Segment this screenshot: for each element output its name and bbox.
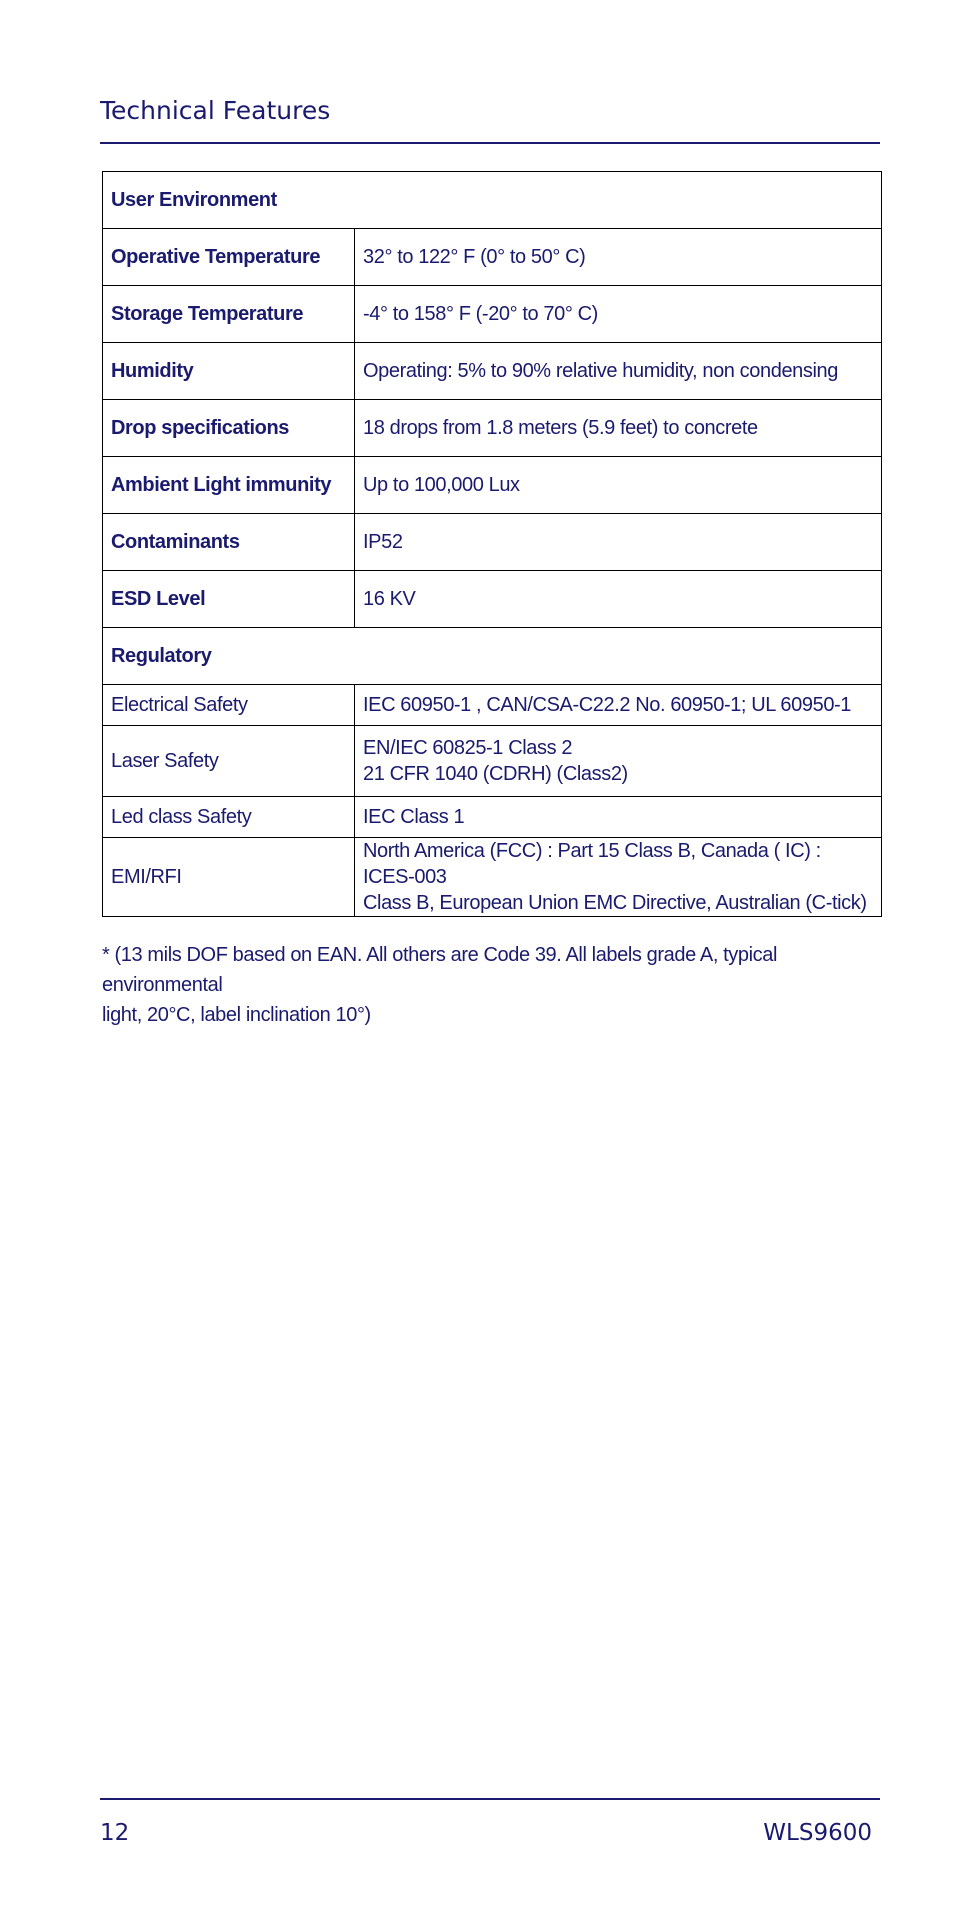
section-heading-user-environment: User Environment [103, 172, 882, 229]
footer-rule [100, 1798, 880, 1800]
table-row [103, 797, 882, 838]
row-value-line: Class B, European Union EMC Directive, Australian (C-tick) [363, 892, 867, 914]
row-label: ESD Level [103, 571, 355, 628]
row-label: EMI/RFI [103, 838, 355, 917]
table-row [103, 457, 882, 514]
row-label: Humidity [103, 343, 355, 400]
table-row [103, 571, 882, 628]
row-label: Electrical Safety [103, 685, 355, 726]
row-label: Storage Temperature [103, 286, 355, 343]
row-label: Laser Safety [103, 726, 355, 797]
row-value: IP52 [355, 514, 882, 571]
row-label: Operative Temperature [103, 229, 355, 286]
page-title: Technical Features [100, 96, 331, 125]
table-row [103, 400, 882, 457]
row-label: Led class Safety [103, 797, 355, 838]
row-value: Up to 100,000 Lux [355, 457, 882, 514]
row-value-line: 21 CFR 1040 (CDRH) (Class2) [363, 763, 628, 785]
section-heading-row [103, 172, 882, 229]
row-label: Ambient Light immunity [103, 457, 355, 514]
section-heading-regulatory: Regulatory [103, 628, 882, 685]
row-value [355, 838, 882, 917]
row-label: Drop specifications [103, 400, 355, 457]
section-heading-row [103, 628, 882, 685]
table-row [103, 343, 882, 400]
table-row [103, 685, 882, 726]
row-label: Contaminants [103, 514, 355, 571]
row-value-line: North America (FCC) : Part 15 Class B, Canada ( IC) : ICES-003 [363, 840, 821, 888]
row-value: 18 drops from 1.8 meters (5.9 feet) to concrete [355, 400, 882, 457]
model-name: WLS9600 [763, 1820, 872, 1846]
table-row [103, 726, 882, 797]
row-value: IEC 60950-1 , CAN/CSA-C22.2 No. 60950-1; UL 60950-1 [355, 685, 882, 726]
footnote [102, 940, 882, 1030]
table-row [103, 838, 882, 917]
row-value: Operating: 5% to 90% relative humidity, non condensing [355, 343, 882, 400]
row-value-line: EN/IEC 60825-1 Class 2 [363, 737, 573, 759]
row-value: IEC Class 1 [355, 797, 882, 838]
table-row [103, 514, 882, 571]
footnote-line: * (13 mils DOF based on EAN. All others are Code 39. All labels grade A, typical environmental [102, 944, 778, 996]
table-row [103, 286, 882, 343]
row-value: 16 KV [355, 571, 882, 628]
page-number: 12 [100, 1820, 130, 1846]
row-value: -4° to 158° F (-20° to 70° C) [355, 286, 882, 343]
row-value: 32° to 122° F (0° to 50° C) [355, 229, 882, 286]
header-rule [100, 142, 880, 144]
footnote-line: light, 20°C, label inclination 10°) [102, 1004, 371, 1026]
row-value [355, 726, 882, 797]
spec-table [102, 171, 882, 917]
table-row [103, 229, 882, 286]
